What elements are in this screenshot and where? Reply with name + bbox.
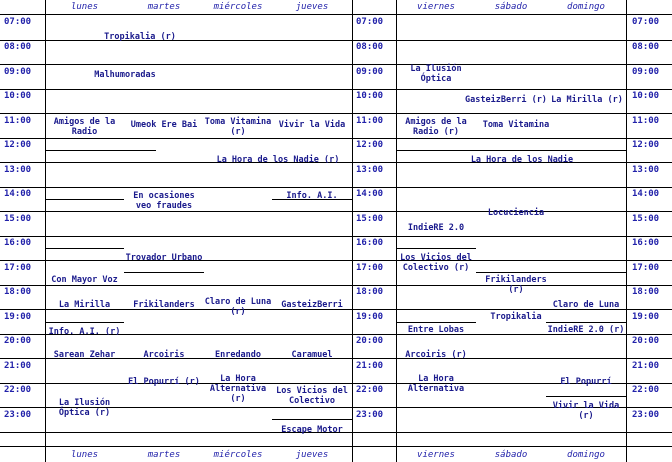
program-block[interactable]: IndieRE 2.0 <box>407 223 465 233</box>
program-block[interactable]: Vivir la Vida (r) <box>552 401 620 421</box>
program-block[interactable]: Arcoiris <box>143 350 185 360</box>
program-block[interactable]: La Ilusión Óptica <box>410 64 462 84</box>
program-block[interactable]: Arcoiris (r) <box>405 350 467 360</box>
program-block[interactable]: La Hora Alternativa (r) <box>209 374 267 404</box>
program-block[interactable]: Enredando <box>214 350 262 360</box>
time-label-middle: 08:00 <box>356 42 384 52</box>
header-rule <box>0 14 672 15</box>
program-block[interactable]: IndieRE 2.0 (r) <box>547 325 625 335</box>
program-separator <box>45 248 124 249</box>
time-label-left: 08:00 <box>4 42 32 52</box>
program-block[interactable]: Toma Vitamina <box>482 120 550 130</box>
program-block[interactable]: Umeok Ere Bai <box>130 120 198 130</box>
time-label-middle: 07:00 <box>356 17 384 27</box>
program-block[interactable]: Info. A.I. (r) <box>48 327 121 337</box>
program-block[interactable]: Claro de Luna (r) <box>204 297 272 317</box>
time-label-left: 12:00 <box>4 140 32 150</box>
time-label-middle: 18:00 <box>356 287 384 297</box>
time-label-left: 23:00 <box>4 410 32 420</box>
day-footer-sabado: sábado <box>494 450 528 460</box>
hour-rule <box>0 64 672 65</box>
program-block[interactable]: En ocasiones veo fraudes <box>133 191 195 211</box>
hour-rule <box>0 260 672 261</box>
hour-rule <box>0 236 672 237</box>
hour-rule <box>0 138 672 139</box>
program-block[interactable]: GasteizBerri (r) <box>465 95 547 105</box>
program-separator <box>396 322 476 323</box>
time-label-middle: 13:00 <box>356 165 384 175</box>
program-block[interactable]: La Ilusión Óptica (r) <box>58 398 111 418</box>
time-label-middle: 22:00 <box>356 385 384 395</box>
program-block[interactable]: Caramuel <box>291 350 333 360</box>
time-label-left: 11:00 <box>4 116 32 126</box>
day-header-domingo: domingo <box>567 2 605 12</box>
day-header-miercoles: miércoles <box>213 2 263 12</box>
time-label-middle: 20:00 <box>356 336 384 346</box>
program-block[interactable]: Los Vicios del Colectivo <box>276 386 348 406</box>
program-block[interactable]: Entre Lobas <box>407 325 465 335</box>
program-block[interactable]: Toma Vitamina (r) <box>204 117 272 137</box>
day-header-martes: martes <box>147 2 181 12</box>
program-block[interactable]: Malhumoradas <box>94 70 156 80</box>
program-block[interactable]: Info. A.I. <box>286 191 338 201</box>
program-block[interactable]: Sarean Zehar <box>53 350 116 360</box>
program-block[interactable]: Trovador Urbano <box>125 253 203 263</box>
time-label-left: 21:00 <box>4 361 32 371</box>
time-label-right: 09:00 <box>632 67 660 77</box>
program-block[interactable]: Con Mayor Voz <box>51 275 118 285</box>
time-label-left: 13:00 <box>4 165 32 175</box>
hour-rule <box>0 187 672 188</box>
time-label-middle: 16:00 <box>356 238 384 248</box>
time-label-middle: 21:00 <box>356 361 384 371</box>
program-block[interactable]: Amigos de la Radio <box>53 117 116 137</box>
time-label-right: 14:00 <box>632 189 660 199</box>
time-label-right: 22:00 <box>632 385 660 395</box>
day-footer-viernes: viernes <box>417 450 455 460</box>
program-block[interactable]: La Mirilla (r) <box>551 95 623 105</box>
program-block[interactable]: La Hora Alternativa <box>407 374 465 394</box>
time-label-middle: 23:00 <box>356 410 384 420</box>
time-label-left: 09:00 <box>4 67 32 77</box>
column-divider <box>352 0 353 462</box>
program-block[interactable]: Los Vicios del Colectivo (r) <box>400 253 472 273</box>
day-header-jueves: jueves <box>295 2 329 12</box>
hour-rule <box>0 285 672 286</box>
time-label-right: 17:00 <box>632 263 660 273</box>
program-block[interactable]: Tropikalia (r) <box>104 32 176 42</box>
program-block[interactable]: Escape Motor <box>281 425 343 435</box>
day-header-viernes: viernes <box>417 2 455 12</box>
time-label-middle: 11:00 <box>356 116 384 126</box>
footer-rule <box>0 446 672 447</box>
program-block[interactable]: El Popurrí <box>560 377 612 387</box>
program-separator <box>272 419 352 420</box>
time-label-left: 10:00 <box>4 91 32 101</box>
time-label-left: 20:00 <box>4 336 32 346</box>
time-label-left: 14:00 <box>4 189 32 199</box>
time-label-left: 18:00 <box>4 287 32 297</box>
program-block[interactable]: GasteizBerri <box>281 300 343 310</box>
program-block[interactable]: Amigos de la Radio (r) <box>405 117 467 137</box>
time-label-right: 18:00 <box>632 287 660 297</box>
day-footer-lunes: lunes <box>70 450 99 460</box>
program-block[interactable]: El Popurrí (r) <box>128 377 200 387</box>
day-footer-martes: martes <box>147 450 181 460</box>
program-separator <box>45 199 124 200</box>
program-block[interactable]: Vivir la Vida <box>278 120 346 130</box>
program-block[interactable]: La Hora de los Nadie (r) <box>216 155 340 165</box>
time-label-left: 07:00 <box>4 17 32 27</box>
time-label-right: 10:00 <box>632 91 660 101</box>
time-label-right: 11:00 <box>632 116 660 126</box>
program-separator <box>476 272 626 273</box>
program-block[interactable]: La Mirilla <box>58 300 111 310</box>
column-divider <box>626 0 627 462</box>
time-label-right: 16:00 <box>632 238 660 248</box>
time-label-right: 12:00 <box>632 140 660 150</box>
program-separator <box>45 150 156 151</box>
program-separator <box>396 150 626 151</box>
day-header-lunes: lunes <box>70 2 99 12</box>
hour-rule <box>0 89 672 90</box>
time-label-middle: 17:00 <box>356 263 384 273</box>
program-separator <box>124 272 204 273</box>
program-block[interactable]: Tropikalia <box>490 312 542 322</box>
program-separator <box>396 248 476 249</box>
time-label-middle: 09:00 <box>356 67 384 77</box>
program-separator <box>45 322 124 323</box>
time-label-left: 19:00 <box>4 312 32 322</box>
program-block[interactable]: Claro de Luna <box>552 300 620 310</box>
time-label-right: 21:00 <box>632 361 660 371</box>
time-label-left: 16:00 <box>4 238 32 248</box>
hour-rule <box>0 211 672 212</box>
time-label-middle: 10:00 <box>356 91 384 101</box>
day-footer-miercoles: miércoles <box>213 450 263 460</box>
program-block[interactable]: Frikilanders <box>133 300 195 310</box>
time-label-middle: 19:00 <box>356 312 384 322</box>
day-footer-domingo: domingo <box>567 450 605 460</box>
time-label-left: 17:00 <box>4 263 32 273</box>
program-separator <box>546 322 626 323</box>
time-label-right: 07:00 <box>632 17 660 27</box>
day-header-sabado: sábado <box>494 2 528 12</box>
day-footer-jueves: jueves <box>295 450 329 460</box>
time-label-right: 08:00 <box>632 42 660 52</box>
time-label-right: 20:00 <box>632 336 660 346</box>
time-label-left: 15:00 <box>4 214 32 224</box>
time-label-middle: 12:00 <box>356 140 384 150</box>
program-separator <box>546 396 626 397</box>
program-block[interactable]: Locuciencia <box>487 208 545 218</box>
time-label-right: 13:00 <box>632 165 660 175</box>
program-block[interactable]: La Hora de los Nadie <box>470 155 574 165</box>
time-label-right: 19:00 <box>632 312 660 322</box>
time-label-left: 22:00 <box>4 385 32 395</box>
program-block[interactable]: Frikilanders (r) <box>485 275 547 295</box>
time-label-right: 15:00 <box>632 214 660 224</box>
time-label-middle: 15:00 <box>356 214 384 224</box>
time-label-right: 23:00 <box>632 410 660 420</box>
time-label-middle: 14:00 <box>356 189 384 199</box>
hour-rule <box>0 113 672 114</box>
